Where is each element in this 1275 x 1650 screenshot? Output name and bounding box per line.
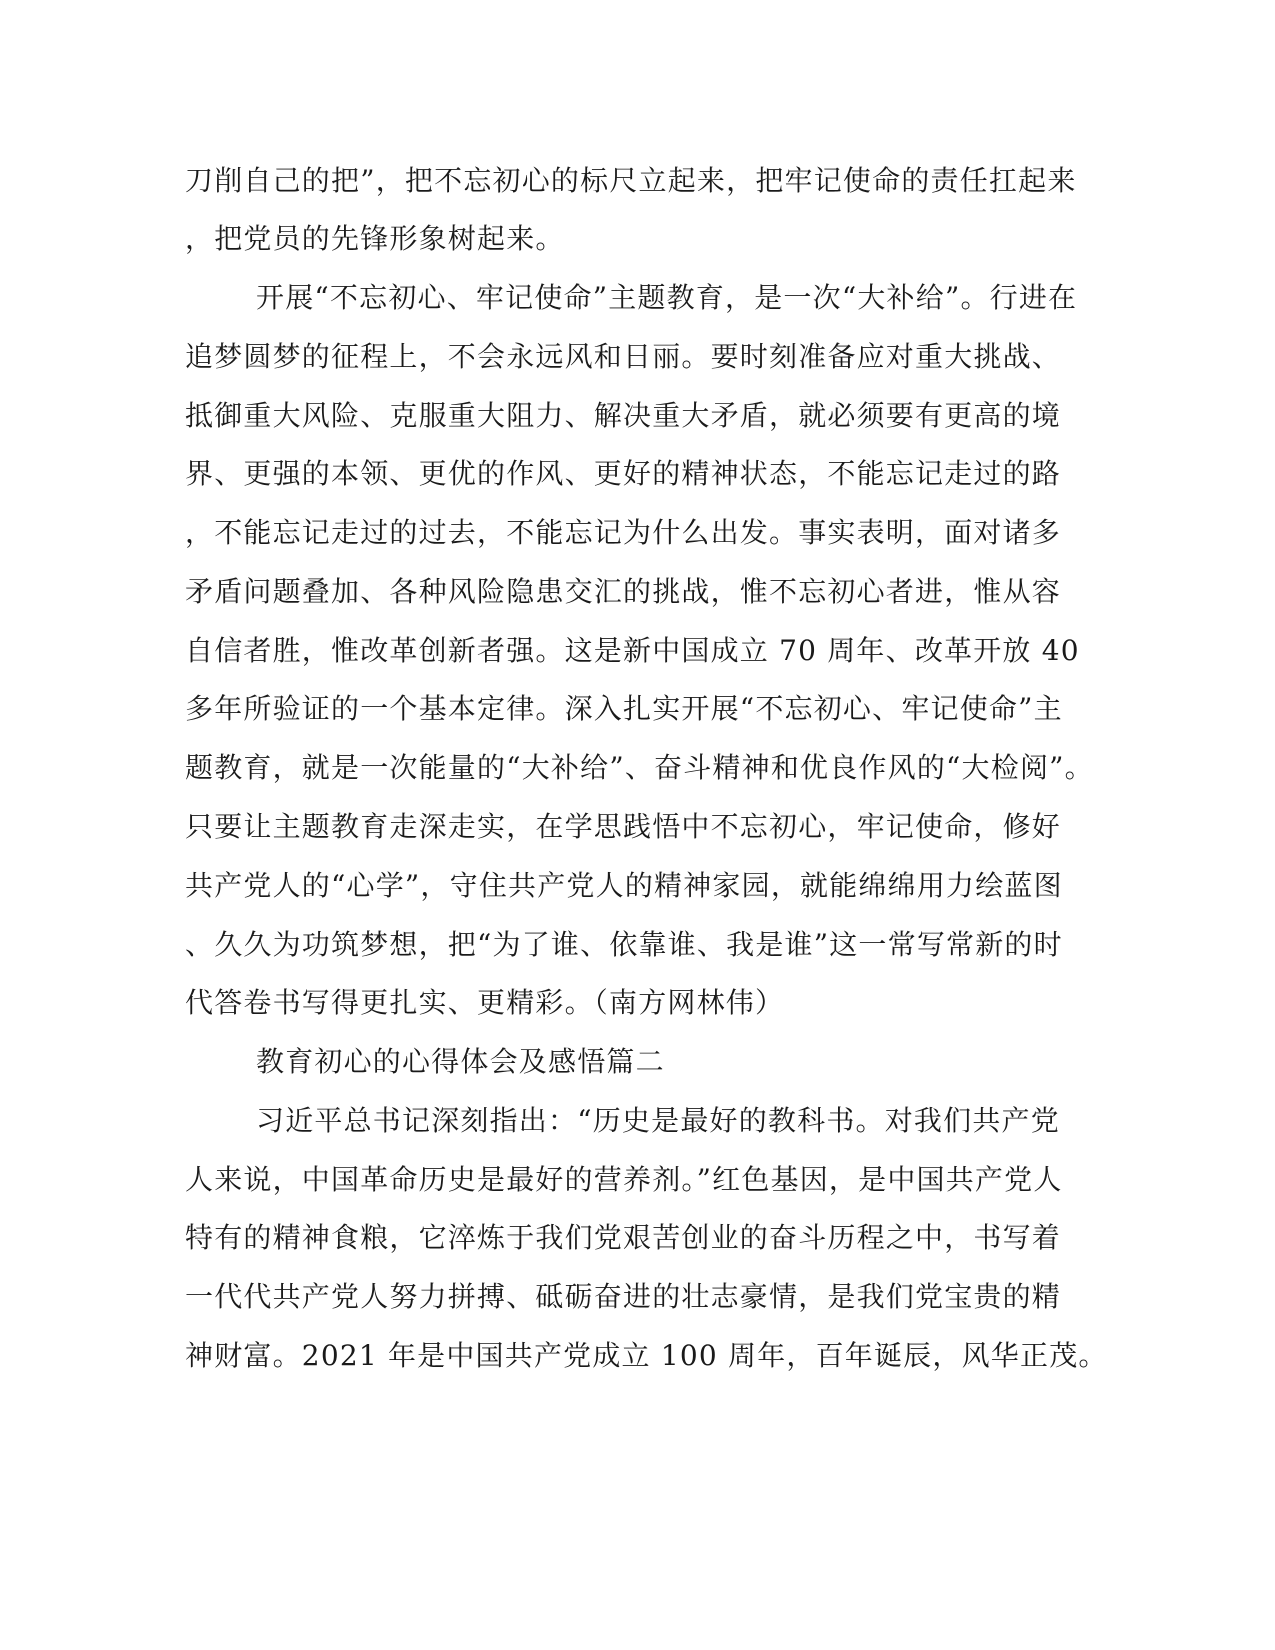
paragraph-2-line-6: 矛盾问题叠加、各种风险隐患交汇的挑战，惟不忘初心者进，惟从容 — [185, 575, 1062, 608]
section-heading: 教育初心的心得体会及感悟篇二 — [256, 1045, 665, 1078]
paragraph-1-line-2: ，把党员的先锋形象树起来。 — [185, 222, 565, 255]
paragraph-3-line-4: 一代代共产党人努力拼搏、砥砺奋进的壮志豪情，是我们党宝贵的精 — [185, 1280, 1062, 1313]
paragraph-2-line-10: 只要让主题教育走深走实，在学思践悟中不忘初心，牢记使命，修好 — [185, 810, 1062, 843]
paragraph-2-line-4: 界、更强的本领、更优的作风、更好的精神状态，不能忘记走过的路 — [185, 457, 1062, 490]
paragraph-2-line-11: 共产党人的“心学”，守住共产党人的精神家园，就能绵绵用力绘蓝图 — [185, 869, 1063, 902]
paragraph-2-line-5: ，不能忘记走过的过去，不能忘记为什么出发。事实表明，面对诸多 — [185, 516, 1062, 549]
paragraph-3-line-3: 特有的精神食粮，它淬炼于我们党艰苦创业的奋斗历程之中，书写着 — [185, 1221, 1062, 1254]
paragraph-3-line-5: 神财富。2021 年是中国共产党成立 100 周年，百年诞辰，风华正茂。 — [185, 1339, 1108, 1372]
paragraph-3-line-1: 习近平总书记深刻指出：“历史是最好的教科书。对我们共产党 — [256, 1104, 1060, 1137]
paragraph-2-line-2: 追梦圆梦的征程上，不会永远风和日丽。要时刻准备应对重大挑战、 — [185, 340, 1062, 373]
paragraph-2-line-12: 、久久为功筑梦想，把“为了谁、依靠谁、我是谁”这一常写常新的时 — [185, 928, 1063, 961]
paragraph-2-line-7: 自信者胜，惟改革创新者强。这是新中国成立 70 周年、改革开放 40 — [185, 634, 1080, 667]
paragraph-2-line-13: 代答卷书写得更扎实、更精彩。（南方网林伟） — [185, 986, 785, 1019]
paragraph-2-line-9: 题教育，就是一次能量的“大补给”、奋斗精神和优良作风的“大检阅”。 — [185, 751, 1094, 784]
paragraph-1-line-1: 刀削自己的把”，把不忘初心的标尺立起来，把牢记使命的责任扛起来 — [185, 164, 1077, 197]
paragraph-3-line-2: 人来说，中国革命历史是最好的营养剂。”红色基因，是中国共产党人 — [185, 1163, 1063, 1196]
paragraph-2-line-8: 多年所验证的一个基本定律。深入扎实开展“不忘初心、牢记使命”主 — [185, 692, 1063, 725]
paragraph-2-line-1: 开展“不忘初心、牢记使命”主题教育，是一次“大补给”。行进在 — [256, 281, 1078, 314]
paragraph-2-line-3: 抵御重大风险、克服重大阻力、解决重大矛盾，就必须要有更高的境 — [185, 399, 1062, 432]
